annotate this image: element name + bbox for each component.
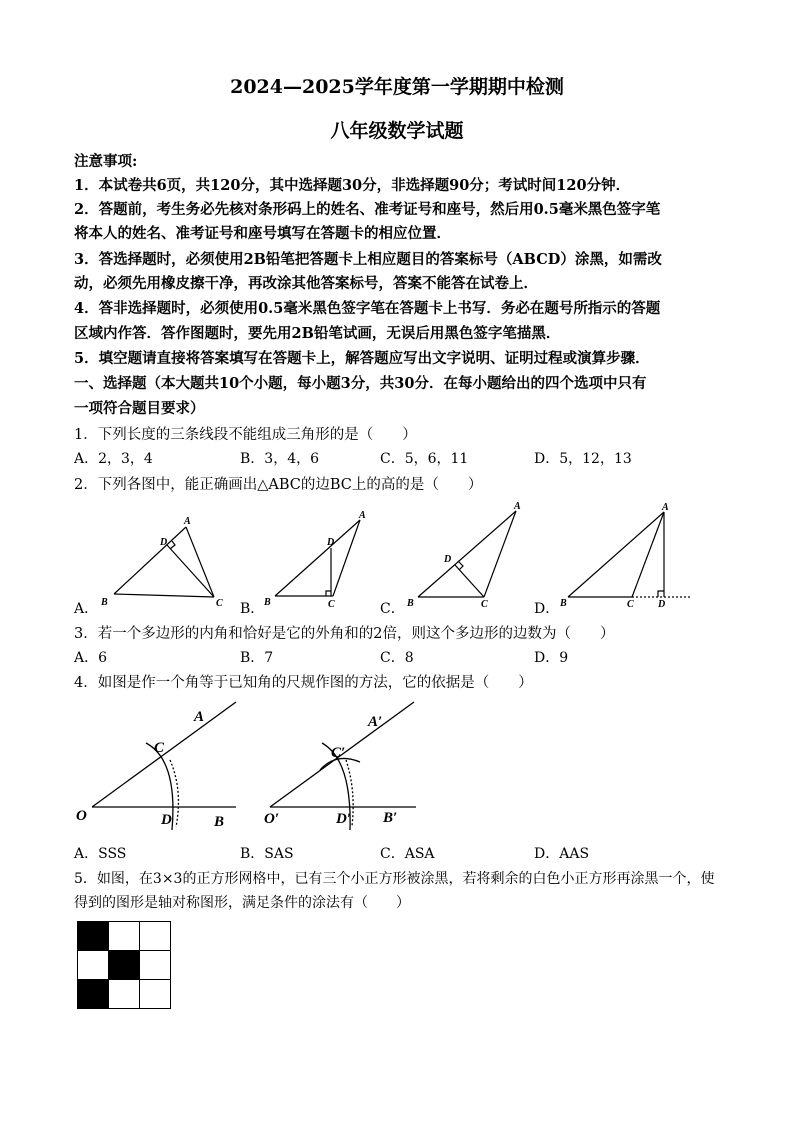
q4-right-label-c: C′ <box>331 745 346 761</box>
q4-left-label-o: O <box>76 808 87 824</box>
q2d-label-b: B <box>560 598 567 609</box>
grid-row <box>78 980 171 1009</box>
q3-stem: 3．若一个多边形的内角和恰好是它的外角和的2倍，则这个多边形的边数为（ ） <box>74 626 615 642</box>
grid-cell-black <box>109 951 140 980</box>
section-heading: 一、选择题（本大题共10个小题，每小题3分，共30分．在每小题给出的四个选项中只有 <box>74 375 647 392</box>
q4-left-label-a: A <box>194 709 205 725</box>
grid-row <box>78 951 171 980</box>
q4-figure-left <box>92 702 236 830</box>
q4-right-label-o: O′ <box>264 811 280 827</box>
q2-stem: 2．下列各图中，能正确画出△ABC的边BC上的高的是（ ） <box>74 477 483 493</box>
q2b-label-c: C <box>328 599 335 610</box>
q4-option-c: C．ASA <box>380 846 435 862</box>
q3-option-c: C．8 <box>380 650 414 666</box>
q2-option-c: C． <box>380 601 405 617</box>
q3-option-b: B．7 <box>240 650 274 666</box>
grid-cell-white <box>109 980 140 1009</box>
q4-right-label-b: B′ <box>383 810 398 826</box>
q4-stem: 4．如图是作一个角等于已知角的尺规作图的方法，它的依据是（ ） <box>74 675 533 691</box>
q2a-label-c: C <box>216 598 223 609</box>
q3-option-d: D．9 <box>534 650 569 666</box>
q2-figure-d <box>568 512 690 597</box>
q4-left-label-b: B <box>214 814 225 830</box>
q2-figure-c <box>418 511 516 597</box>
q2c-label-a: A <box>514 501 521 512</box>
q4-option-b: B．SAS <box>240 846 294 862</box>
q2-option-d: D． <box>534 601 560 617</box>
grid-cell-white <box>140 922 171 951</box>
q2a-label-d: D <box>160 537 168 548</box>
grid-cell-black <box>78 922 109 951</box>
q2c-label-d: D <box>444 554 452 565</box>
exam-subtitle: 八年级数学试题 <box>330 120 464 142</box>
q5-stem-cont: 得到的图形是轴对称图形，满足条件的涂法有（ ） <box>74 895 410 911</box>
q2a-label-b: B <box>101 597 108 608</box>
notice-heading: 注意事项: <box>74 153 138 170</box>
q4-option-a: A．SSS <box>74 846 127 862</box>
grid-cell-white <box>78 951 109 980</box>
q5-grid <box>77 921 171 1009</box>
q2d-label-a: A <box>662 502 669 513</box>
grid-row <box>78 922 171 951</box>
q4-left-label-d: D <box>161 812 172 828</box>
grid-cell-white <box>109 922 140 951</box>
notice-line: 1．本试卷共6页，共120分，其中选择题30分，非选择题90分；考试时间120分钟． <box>74 177 631 194</box>
q2c-label-b: B <box>407 598 414 609</box>
exam-title: 2024—2025学年度第一学期期中检测 <box>230 76 564 98</box>
q2b-label-a: A <box>359 510 366 521</box>
q4-option-d: D．AAS <box>534 846 590 862</box>
q3-option-a: A．6 <box>74 650 108 666</box>
q4-left-label-c: C <box>154 740 165 756</box>
q2d-label-c: C <box>627 599 634 610</box>
q1-stem: 1．下列长度的三条线段不能组成三角形的是（ ） <box>74 427 417 443</box>
q2d-label-d: D <box>658 599 666 610</box>
q2-option-a: A． <box>74 601 99 617</box>
notice-line: 2．答题前，考生务必先核对条形码上的姓名、准考证号和座号，然后用0.5毫米黑色签字笔 <box>74 201 661 218</box>
q2c-label-c: C <box>481 599 488 610</box>
notice-line: 区域内作答．答作图题时，要先用2B铅笔试画，无误后用黑色签字笔描黑． <box>74 325 561 342</box>
grid-cell-black <box>78 980 109 1009</box>
q1-option-c: C．5，6，11 <box>380 451 469 467</box>
q2b-label-d: D <box>327 537 335 548</box>
q4-right-label-d: D′ <box>336 811 352 827</box>
q2-figure-b <box>275 520 360 596</box>
q2-figure-a <box>114 527 214 597</box>
grid-cell-white <box>140 980 171 1009</box>
section-heading-cont: 一项符合题目要求） <box>74 400 205 417</box>
q2b-label-b: B <box>264 597 271 608</box>
notice-line: 动，必须先用橡皮擦干净，再改涂其他答案标号，答案不能答在试卷上． <box>74 275 538 292</box>
q2-option-b: B． <box>240 601 265 617</box>
q1-option-a: A．2，3，4 <box>74 451 153 467</box>
q2a-label-a: A <box>184 516 191 527</box>
notice-line: 3．答选择题时，必须使用2B铅笔把答题卡上相应题目的答案标号（ABCD）涂黑，如需改 <box>74 251 662 268</box>
q4-figure-right <box>270 702 416 830</box>
notice-line: 5．填空题请直接将答案填写在答题卡上，解答题应写出文字说明、证明过程或演算步骤． <box>74 350 650 367</box>
q4-right-label-a: A′ <box>368 714 383 730</box>
notice-line: 将本人的姓名、准考证号和座号填写在答题卡的相应位置． <box>74 225 451 242</box>
grid-cell-white <box>140 951 171 980</box>
q1-option-b: B．3，4，6 <box>240 451 320 467</box>
notice-line: 4．答非选择题时，必须使用0.5毫米黑色签字笔在答题卡上书写．务必在题号所指示的答题 <box>74 300 661 317</box>
q5-stem: 5．如图，在3×3的正方形网格中，已有三个小正方形被涂黑，若将剩余的白色小正方形再涂黑一个，使 <box>74 871 715 887</box>
q1-option-d: D．5，12，13 <box>534 451 632 467</box>
